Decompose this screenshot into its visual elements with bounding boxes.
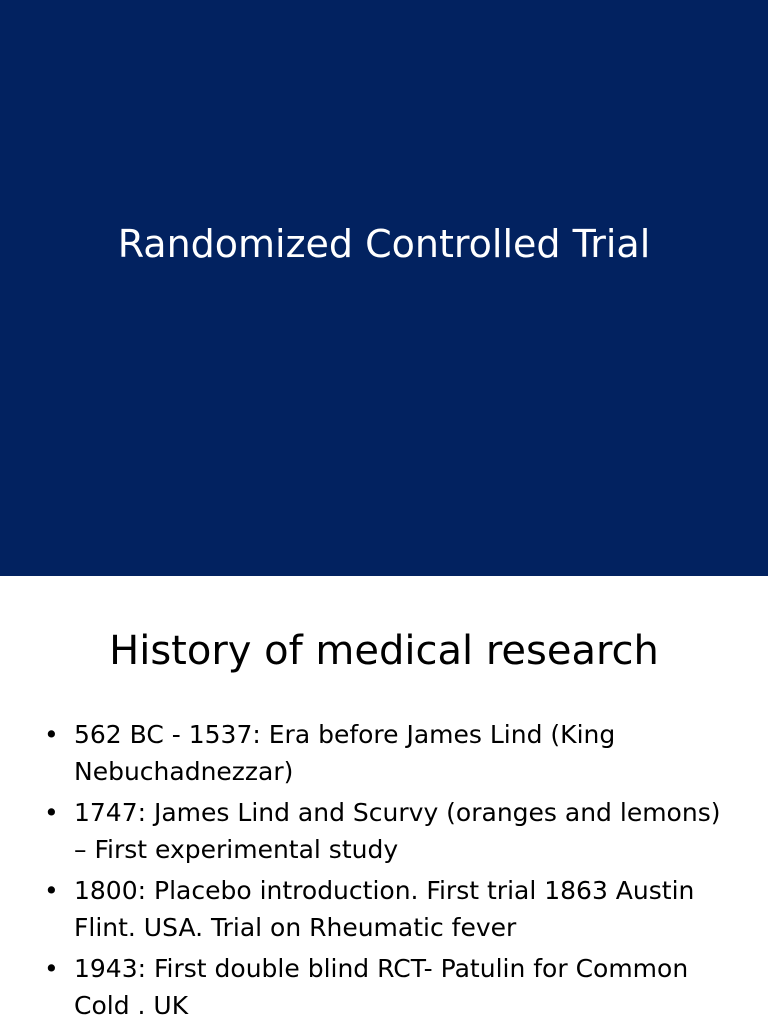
bullet-text: 562 BC - 1537: Era before James Lind (King Nebuchadnezzar) (74, 720, 616, 786)
bullet-dot: • (44, 876, 59, 905)
bullet-text: 1747: James Lind and Scurvy (oranges and lemons) – First experimental study (74, 798, 721, 864)
bullet-dot: • (44, 720, 59, 749)
bullet-item (44, 872, 734, 946)
slide-title: Randomized Controlled Trial (117, 222, 651, 266)
bullet-item (44, 794, 734, 868)
bullet-item (44, 716, 734, 790)
content-slide (0, 576, 768, 1024)
bullet-dot: • (44, 954, 59, 983)
bullet-item (44, 950, 734, 1024)
bullet-dot: • (44, 798, 59, 827)
bullet-text: 1943: First double blind RCT- Patulin for Common Cold . UK (74, 954, 689, 1020)
bullet-list (44, 716, 734, 1024)
slide-heading: History of medical research (109, 628, 659, 674)
bullet-text: 1800: Placebo introduction. First trial 1863 Austin Flint. USA. Trial on Rheumatic fever (74, 876, 695, 942)
